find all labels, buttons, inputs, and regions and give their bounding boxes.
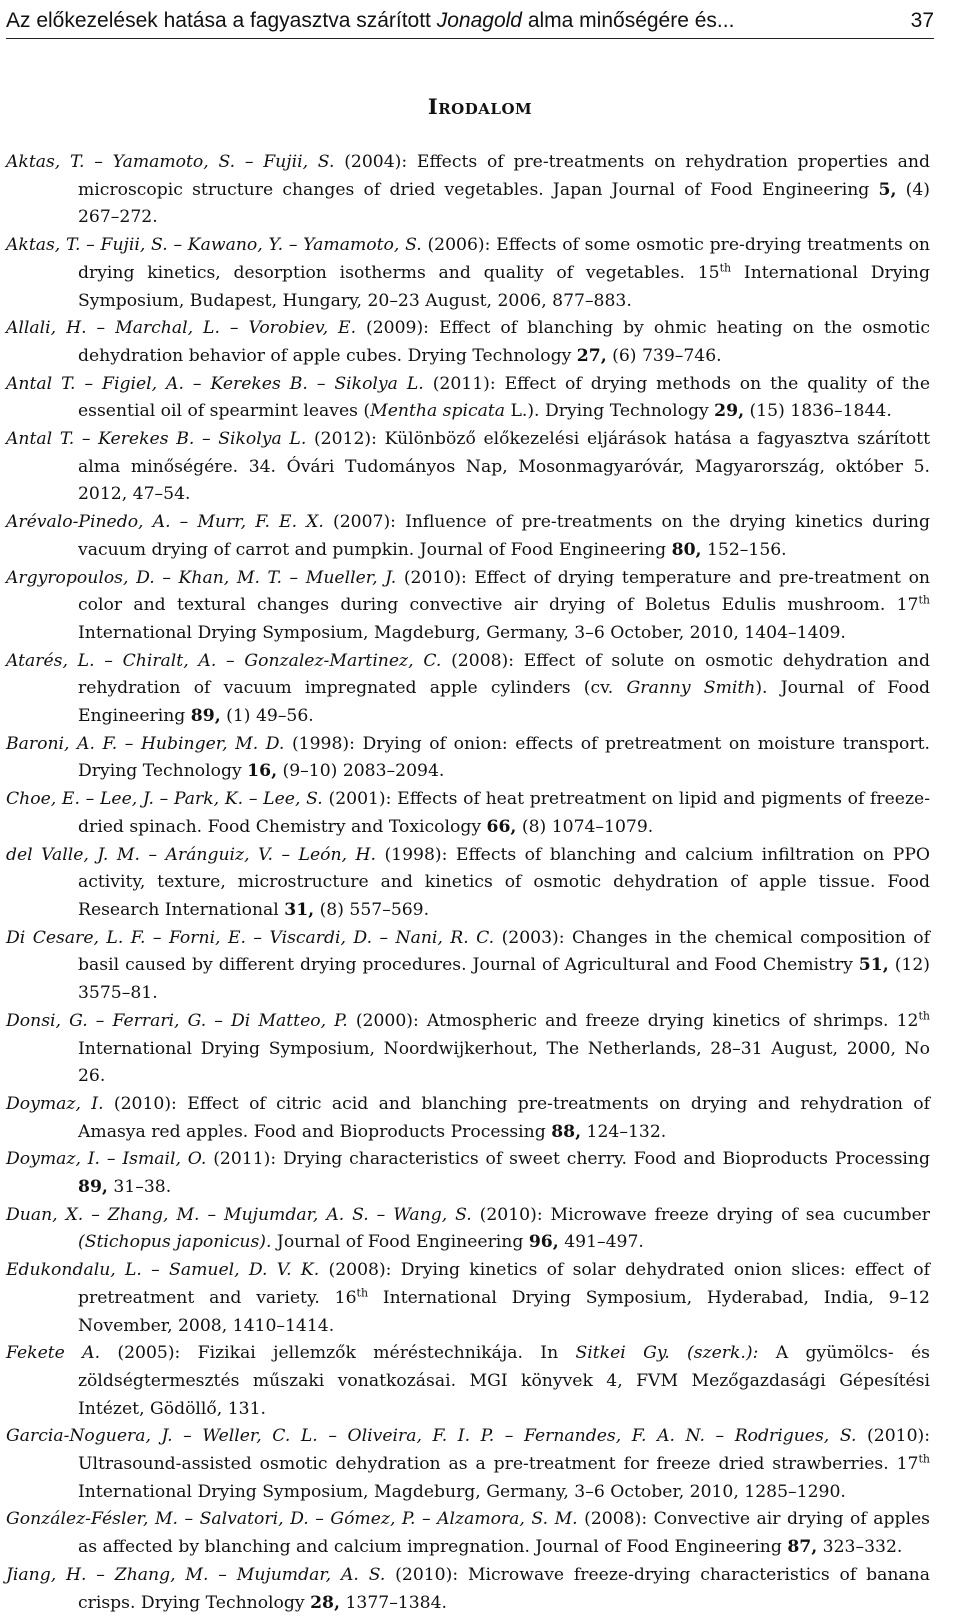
reference-entry	[6, 1008, 930, 1091]
reference-entry	[6, 1340, 930, 1423]
reference-text: (2011): Effect of drying methods on the quality of the essential oil of spearmint leaves (	[78, 373, 930, 422]
reference-authors: Choe, E. – Lee, J. – Park, K. – Lee, S.	[6, 789, 323, 810]
reference-pages: 124–132.	[581, 1121, 667, 1142]
reference-text: (2010): Ultrasound-assisted osmotic dehydration as a pre-treatment for freeze dried strawberries. 17	[78, 1426, 931, 1475]
reference-superscript: th	[356, 1286, 369, 1300]
reference-authors: Jiang, H. – Zhang, M. – Mujumdar, A. S.	[6, 1564, 386, 1585]
reference-pages: 491–497.	[558, 1232, 644, 1253]
reference-authors: Duan, X. – Zhang, M. – Mujumdar, A. S. – Wang, S.	[6, 1204, 472, 1225]
reference-entry	[6, 371, 930, 426]
reference-volume: 29,	[714, 401, 745, 422]
reference-authors: Di Cesare, L. F. – Forni, E. – Viscardi, D. – Nani, R. C.	[6, 927, 495, 948]
reference-text: (2008): Drying kinetics of solar dehydrated onion slices: effect of pretreatment and variety. 16	[78, 1260, 930, 1308]
reference-italic: (Stichopus japonicus).	[78, 1232, 272, 1253]
reference-authors: Donsi, G. – Ferrari, G. – Di Matteo, P.	[6, 1010, 348, 1031]
reference-authors: Antal T. – Kerekes B. – Sikolya L.	[6, 429, 307, 450]
reference-pages: (12) 3575–81.	[78, 955, 930, 1004]
reference-text: ). Journal of Food Engineering	[78, 678, 930, 727]
reference-text: L.). Drying Technology	[505, 401, 715, 422]
reference-text: (2008): Effect of solute on osmotic dehydration and rehydration of vacuum impregnated apple cylinders (cv.	[78, 650, 930, 699]
reference-pages: 323–332.	[817, 1537, 903, 1558]
reference-authors: Allali, H. – Marchal, L. – Vorobiev, E.	[6, 318, 357, 339]
reference-pages: (6) 739–746.	[606, 345, 722, 366]
reference-volume: 87,	[787, 1537, 818, 1558]
reference-authors: Doymaz, I. – Ismail, O.	[6, 1149, 207, 1170]
reference-italic: Sitkei Gy. (szerk.):	[575, 1343, 759, 1364]
reference-volume: 88,	[551, 1121, 582, 1142]
reference-authors: del Valle, J. M. – Aránguiz, V. – León, H.	[6, 844, 376, 865]
reference-authors: Antal T. – Figiel, A. – Kerekes B. – Sikolya L.	[6, 373, 424, 394]
reference-text: (2012): Különböző előkezelési eljárások hatása a fagyasztva szárított alma minőségére. 34. Óvári Tudományos Nap, Mosonmagyaróvár, Magyarország, október 5. 2012, 47–54.	[78, 429, 930, 505]
reference-text: (2001): Effects of heat pretreatment on lipid and pigments of freeze-dried spinach. Food Chemistry and Toxicology	[78, 789, 931, 837]
reference-text: (2007): Influence of pre-treatments on the drying kinetics during vacuum drying of carrot and pumpkin. Journal of Food Engineering	[78, 512, 930, 560]
reference-entry	[6, 1423, 930, 1506]
reference-text: (2010): Microwave freeze-drying characteristics of banana crisps. Drying Technology	[78, 1564, 930, 1613]
reference-volume: 5,	[878, 179, 897, 200]
reference-volume: 66,	[486, 816, 517, 837]
reference-authors: Aktas, T. – Fujii, S. – Kawano, Y. – Yamamoto, S.	[6, 235, 422, 256]
reference-text: (2000): Atmospheric and freeze drying kinetics of shrimps. 12	[347, 1010, 919, 1031]
reference-volume: 89,	[190, 706, 221, 727]
reference-entry	[6, 1202, 930, 1257]
reference-superscript: th	[918, 1452, 930, 1466]
reference-entry	[6, 315, 930, 370]
reference-text: (2003): Changes in the chemical composition of basil caused by different drying procedures. Journal of Agricultural and Food Chemistry	[78, 927, 930, 976]
reference-volume: 31,	[284, 899, 315, 920]
reference-superscript: th	[918, 1009, 930, 1023]
reference-text: (2008): Convective air drying of apples as affected by blanching and calcium impregnation. Journal of Food Engineering	[78, 1509, 930, 1558]
reference-pages: International Drying Symposium, Noordwijkerhout, The Netherlands, 28–31 August, 2000, No 26.	[78, 1038, 930, 1087]
reference-entry	[6, 565, 930, 648]
reference-entry	[6, 842, 930, 925]
reference-authors: Garcia-Noguera, J. – Weller, C. L. – Oliveira, F. I. P. – Fernandes, F. A. N. – Rodrigues, S.	[6, 1426, 857, 1447]
reference-entry	[6, 786, 930, 841]
reference-pages: International Drying Symposium, Magdeburg, Germany, 3–6 October, 2010, 1404–1409.	[78, 622, 846, 643]
reference-text: (2010): Effect of drying temperature and pre-treatment on color and textural changes during convective air drying of Boletus Edulis mushroom. 17	[78, 567, 930, 616]
reference-italic: Granny Smith	[626, 678, 756, 699]
reference-entry	[6, 1257, 930, 1340]
reference-volume: 28,	[310, 1592, 340, 1613]
reference-volume: 27,	[576, 345, 607, 366]
reference-authors: Atarés, L. – Chiralt, A. – Gonzalez-Martinez, C.	[6, 650, 442, 671]
reference-pages: (15) 1836–1844.	[744, 401, 892, 422]
reference-pages: (9–10) 2083–2094.	[277, 761, 445, 782]
reference-entry	[6, 1091, 930, 1146]
reference-authors: Aktas, T. – Yamamoto, S. – Fujii, S.	[6, 152, 335, 172]
reference-pages: 31–38.	[107, 1177, 172, 1198]
reference-volume: 51,	[858, 955, 889, 976]
reference-pages: International Drying Symposium, Hyderabad, India, 9–12 November, 2008, 1410–1414.	[78, 1287, 930, 1336]
reference-pages: 1377–1384.	[340, 1592, 448, 1613]
reference-text: (1998): Drying of onion: effects of pretreatment on moisture transport. Drying Technology	[78, 733, 930, 782]
reference-pages: (8) 1074–1079.	[516, 816, 654, 837]
section-title: Irodalom	[427, 94, 533, 119]
reference-text: Journal of Food Engineering	[271, 1232, 529, 1253]
reference-volume: 16,	[247, 761, 278, 782]
page-number: 37	[910, 9, 934, 32]
reference-entry	[6, 149, 930, 232]
reference-pages: (1) 49–56.	[220, 706, 314, 727]
reference-pages: 152–156.	[701, 539, 787, 560]
reference-text: (1998): Effects of blanching and calcium infiltration on PPO activity, texture, microstructure and kinetics of osmotic dehydration of apple tissue. Food Research International	[78, 844, 930, 920]
reference-italic: Mentha spicata	[370, 401, 505, 422]
reference-text: (2005): Fizikai jellemzők méréstechnikája. In	[100, 1343, 576, 1364]
reference-authors: Arévalo-Pinedo, A. – Murr, F. E. X.	[6, 512, 324, 533]
reference-entry	[6, 925, 930, 1008]
reference-text: (2004): Effects of pre-treatments on rehydration properties and microscopic structure changes of dried vegetables. Japan Journal of Food Engineering	[78, 152, 930, 200]
reference-text: (2006): Effects of some osmotic pre-drying treatments on drying kinetics, desorption isotherms and quality of vegetables. 15	[78, 235, 931, 283]
cultivar-name: Jonagold	[436, 9, 522, 32]
reference-authors: Baroni, A. F. – Hubinger, M. D.	[6, 733, 285, 754]
reference-pages: International Drying Symposium, Budapest, Hungary, 20–23 August, 2006, 877–883.	[78, 262, 930, 311]
reference-text: (2011): Drying characteristics of sweet cherry. Food and Bioproducts Processing	[206, 1149, 930, 1170]
reference-entry	[6, 232, 930, 315]
reference-pages: International Drying Symposium, Magdeburg, Germany, 3–6 October, 2010, 1285–1290.	[78, 1481, 846, 1502]
reference-authors: Edukondalu, L. – Samuel, D. V. K.	[6, 1260, 320, 1281]
reference-entry	[6, 426, 930, 509]
reference-entry	[6, 1506, 930, 1561]
reference-volume: 89,	[78, 1177, 108, 1198]
reference-volume: 96,	[528, 1232, 559, 1253]
reference-authors: González-Fésler, M. – Salvatori, D. – Gómez, P. – Alzamora, S. M.	[6, 1509, 578, 1530]
reference-entry	[6, 1146, 930, 1201]
reference-authors: Argyropoulos, D. – Khan, M. T. – Mueller, J.	[6, 567, 397, 588]
reference-list	[6, 149, 930, 1617]
reference-text: (2010): Effect of citric acid and blanching pre-treatments on drying and rehydration of Amasya red apples. Food and Bioproducts Processing	[78, 1093, 930, 1142]
reference-entry	[6, 1562, 930, 1617]
reference-pages: (8) 557–569.	[314, 899, 430, 920]
running-title: Az előkezelések hatása a fagyasztva szárított Jonagold alma minőségére és...	[6, 9, 735, 32]
reference-volume: 80,	[671, 539, 702, 560]
running-header	[6, 0, 934, 39]
reference-authors: Fekete A.	[6, 1343, 101, 1364]
reference-pages: (4) 267–272.	[78, 179, 930, 228]
reference-text: A gyümölcs- és zöldségtermesztés műszaki vonatkozásai. MGI könyvek 4, FVM Mezőgazdasági Gépesítési Intézet, Gödöllő, 131.	[78, 1343, 930, 1419]
reference-authors: Doymaz, I.	[6, 1093, 104, 1114]
reference-entry	[6, 509, 930, 564]
reference-entry	[6, 648, 930, 731]
reference-superscript: th	[719, 261, 732, 275]
reference-text: (2009): Effect of blanching by ohmic heating on the osmotic dehydration behavior of apple cubes. Drying Technology	[78, 318, 930, 366]
reference-text: (2010): Microwave freeze drying of sea cucumber	[471, 1204, 931, 1225]
reference-entry	[6, 731, 930, 786]
reference-superscript: th	[918, 593, 930, 607]
